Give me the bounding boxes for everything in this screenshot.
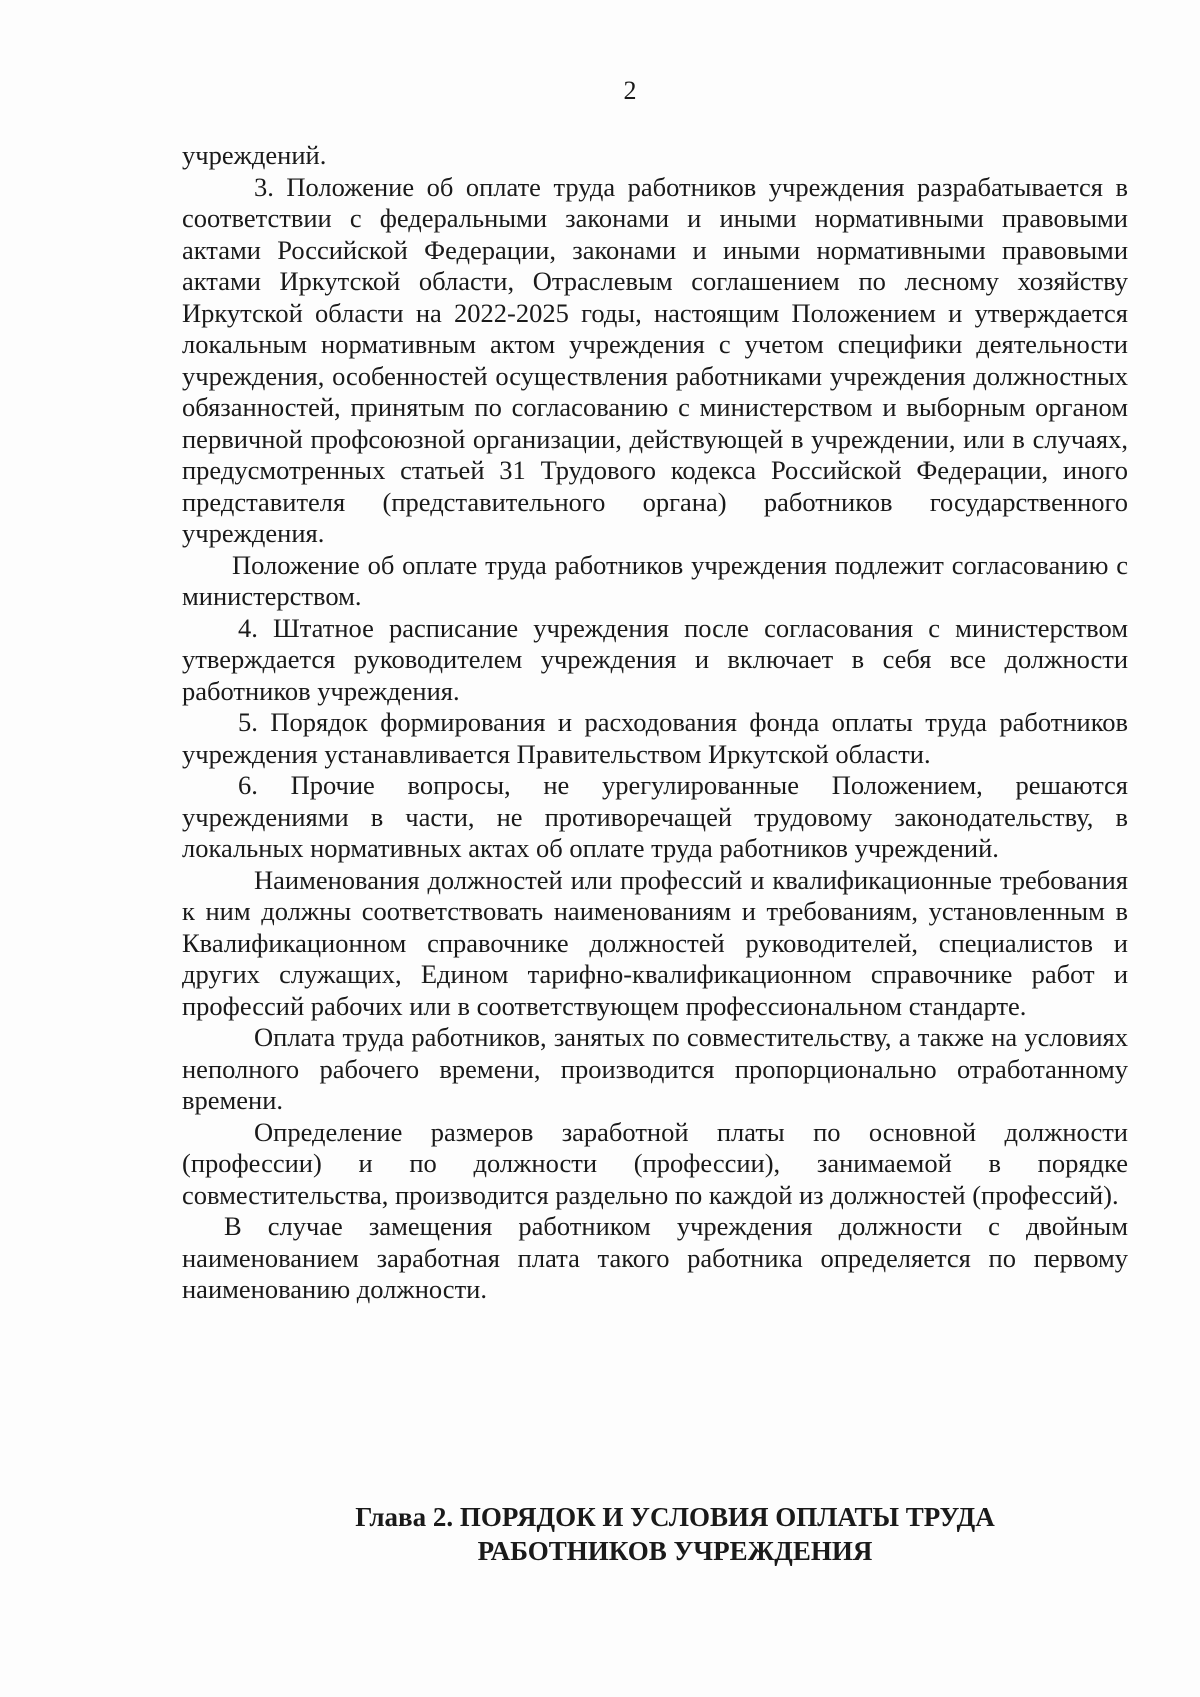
paragraph-approval: Положение об оплате труда работников учреждения подлежит согласованию с министерством. (182, 549, 1128, 611)
paragraph-continuation: учреждений. (182, 140, 327, 170)
paragraph-item-6: 6. Прочие вопросы, не урегулированные Положением, решаются учреждениями в части, не противоречащей трудовому законодательству, в локальных нормативных актах об оплате труда работников учреждений. (182, 770, 1128, 863)
paragraph-job-titles: Наименования должностей или профессий и квалификационные требования к ним должны соответствовать наименованиям и требованиям, установленным в Квалификационном справочнике должностей руководителей, специалистов и других служащих, Едином тарифно-квалификационном справочнике работ и профессий рабочих или в соответствующем профессиональном стандарте. (182, 864, 1128, 1021)
paragraph-item-3: 3. Положение об оплате труда работников учреждения разрабатывается в соответствии с федеральными законами и иными нормативными правовыми актами Российской Федерации, законами и иными нормативными правовыми актами Иркутской области, Отраслевым соглашением по лесному хозяйству Иркутской области на 2022-2025 годы, настоящим Положением и утверждается локальным нормативным актом учреждения с учетом специфики деятельности учреждения, особенностей осуществления работниками учреждения должностных обязанностей, принятым по согласованию с министерством и выборным органом первичной профсоюзной организации, действующей в учреждении, или в случаях, предусмотренных статьей 31 Трудового кодекса Российской Федерации, иного представителя (представительного органа) работников государственного учреждения. (182, 171, 1128, 548)
page-number: 2 (623, 76, 637, 105)
document-body (182, 140, 1128, 1306)
chapter-heading-line-1: Глава 2. ПОРЯДОК И УСЛОВИЯ ОПЛАТЫ ТРУДА (355, 1502, 995, 1532)
paragraph-part-time: Оплата труда работников, занятых по совместительству, а также на условиях неполного рабочего времени, производится пропорционально отработанному времени. (182, 1022, 1128, 1115)
paragraph-double-title: В случае замещения работником учреждения должности с двойным наименованием заработная плата такого работника определяется по первому наименованию должности. (182, 1211, 1128, 1304)
paragraph-item-5: 5. Порядок формирования и расходования фонда оплаты труда работников учреждения устанавливается Правительством Иркутской области. (182, 707, 1128, 769)
paragraph-item-4: 4. Штатное расписание учреждения после согласования с министерством утверждается руководителем учреждения и включает в себя все должности работников учреждения. (182, 612, 1128, 706)
chapter-heading-line-2: РАБОТНИКОВ УЧРЕЖДЕНИЯ (477, 1536, 873, 1566)
paragraph-salary-determination: Определение размеров заработной платы по основной должности (профессии) и по должности (профессии), занимаемой в порядке совместительства, производится раздельно по каждой из должностей (профессий). (182, 1116, 1128, 1210)
chapter-heading (182, 1500, 1128, 1568)
